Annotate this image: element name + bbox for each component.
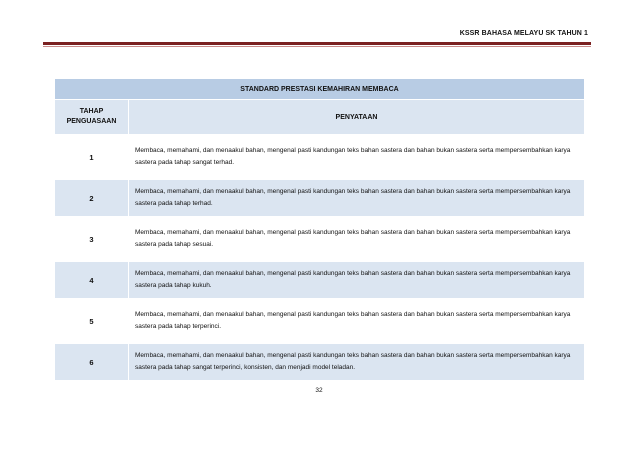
page-number: 32 [315, 387, 323, 394]
document-header-title: KSSR BAHASA MELAYU SK TAHUN 1 [459, 30, 588, 37]
level-cell: 5 [55, 303, 129, 340]
statement-cell: Membaca, memahami, dan menaakul bahan, mengenal pasti kandungan teks bahan sastera dan bahan bukan sastera serta mempersembahkan karya sastera pada tahap terhad. [129, 180, 585, 217]
statement-cell: Membaca, memahami, dan menaakul bahan, mengenal pasti kandungan teks bahan sastera dan bahan bukan sastera serta mempersembahkan karya sastera pada tahap kukuh. [129, 262, 585, 299]
level-cell: 2 [55, 180, 129, 217]
statement-cell: Membaca, memahami, dan menaakul bahan, mengenal pasti kandungan teks bahan sastera dan bahan bukan sastera serta mempersembahkan karya sastera pada tahap terperinci. [129, 303, 585, 340]
column-header-statement: PENYATAAN [129, 100, 585, 135]
column-header-level [55, 100, 129, 135]
level-cell: 6 [55, 344, 129, 381]
table-row [55, 221, 585, 258]
statement-cell: Membaca, memahami, dan menaakul bahan, mengenal pasti kandungan teks bahan sastera dan bahan bukan sastera serta mempersembahkan karya sastera pada tahap sangat terhad. [129, 139, 585, 176]
statement-cell: Membaca, memahami, dan menaakul bahan, mengenal pasti kandungan teks bahan sastera dan bahan bukan sastera serta mempersembahkan karya sastera pada tahap sesuai. [129, 221, 585, 258]
column-header-level-label: TAHAP PENGUASAAN [66, 108, 117, 125]
header-rule [43, 42, 591, 45]
table-row [55, 262, 585, 299]
table-row [55, 139, 585, 176]
table-row [55, 303, 585, 340]
performance-standard-table [54, 78, 585, 381]
level-cell: 1 [55, 139, 129, 176]
table-row [55, 344, 585, 381]
table-title: STANDARD PRESTASI KEMAHIRAN MEMBACA [55, 79, 585, 100]
statement-cell: Membaca, memahami, dan menaakul bahan, mengenal pasti kandungan teks bahan sastera dan bahan bukan sastera serta mempersembahkan karya sastera pada tahap sangat terperinci, konsisten, dan menjadi model teladan. [129, 344, 585, 381]
table-row [55, 180, 585, 217]
level-cell: 4 [55, 262, 129, 299]
level-cell: 3 [55, 221, 129, 258]
header-rule-thin [43, 46, 591, 47]
